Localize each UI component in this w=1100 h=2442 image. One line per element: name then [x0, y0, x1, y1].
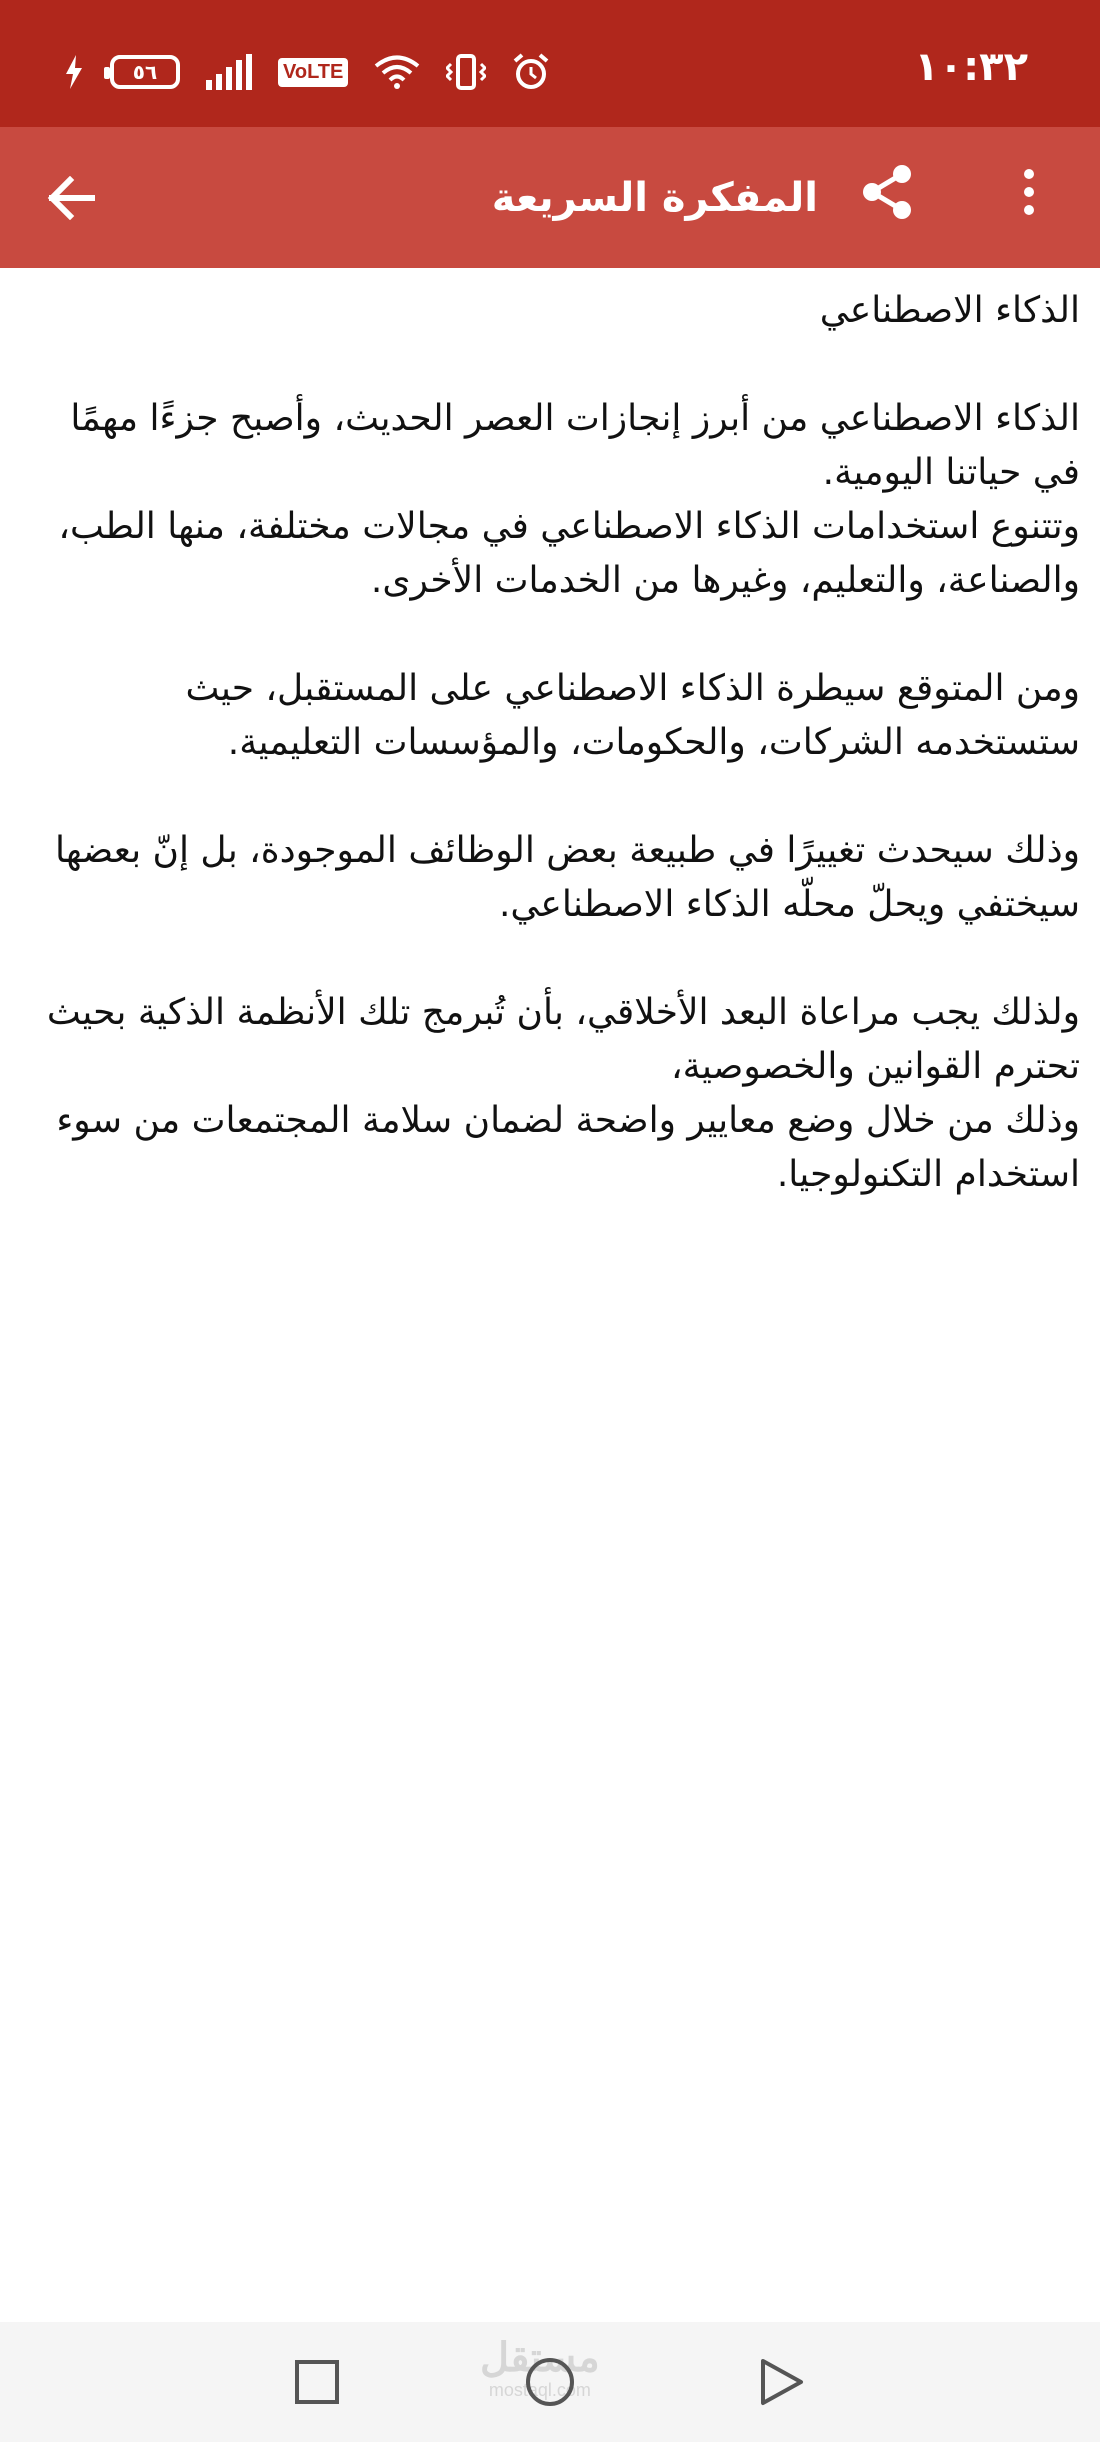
more-options-button[interactable]	[1004, 161, 1054, 223]
note-paragraph: وتتنوع استخدامات الذكاء الاصطناعي في مجالات مختلفة، منها الطب، والصناعة، والتعليم، وغيرها من الخدمات الأخرى.	[46, 506, 1080, 601]
status-icons	[64, 44, 550, 100]
signal-icon	[206, 44, 252, 100]
back-triangle-icon	[759, 2357, 805, 2407]
battery-level: ٥٦	[110, 55, 180, 89]
app-bar	[0, 127, 1100, 268]
watermark-arabic: مستقل	[480, 2336, 600, 2380]
back-button[interactable]	[38, 165, 104, 231]
blank-line	[20, 608, 1080, 662]
recents-square-icon	[294, 2359, 340, 2405]
volte-icon	[278, 44, 348, 100]
note-paragraph: وذلك من خلال وضع معايير واضحة لضمان سلامة المجتمعات من سوء استخدام التكنولوجيا.	[44, 1100, 1080, 1195]
blank-line	[20, 770, 1080, 824]
note-paragraph: وذلك سيحدث تغييرًا في طبيعة بعض الوظائف الموجودة، بل إنّ بعضها سيختفي ويحلّ محلّه الذكاء الاصطناعي.	[43, 830, 1080, 925]
nav-back-button[interactable]	[752, 2352, 812, 2412]
vibrate-icon	[446, 44, 486, 100]
charging-bolt-icon	[64, 44, 84, 100]
system-navigation-bar	[0, 2322, 1100, 2442]
blank-line	[20, 932, 1080, 986]
network-label: VoLTE	[278, 58, 348, 87]
status-bar	[0, 0, 1100, 127]
watermark-latin: mostaql.com	[488, 2380, 591, 2400]
note-paragraph: ومن المتوقع سيطرة الذكاء الاصطناعي على المستقبل، حيث ستستخدمه الشركات، والحكومات، والمؤسسات التعليمية.	[174, 668, 1080, 763]
note-paragraph: الذكاء الاصطناعي من أبرز إنجازات العصر الحديث، وأصبح جزءًا مهمًا في حياتنا اليومية.	[58, 398, 1080, 493]
more-vert-icon	[1022, 168, 1036, 216]
note-title: الذكاء الاصطناعي	[819, 290, 1080, 331]
blank-line	[20, 338, 1080, 392]
share-icon	[860, 164, 914, 220]
app-title: المفكرة السريعة	[491, 175, 818, 221]
note-text-area[interactable]	[20, 284, 1080, 1202]
home-button[interactable]	[520, 2352, 580, 2412]
status-time: ١٠:٣٢	[914, 44, 1028, 90]
back-arrow-icon	[46, 176, 96, 220]
wifi-icon	[374, 44, 420, 100]
share-button[interactable]	[856, 161, 918, 223]
note-paragraph: ولذلك يجب مراعاة البعد الأخلاقي، بأن تُبرمج تلك الأنظمة الذكية بحيث تحترم القوانين والخصوصية،	[35, 992, 1080, 1087]
recents-button[interactable]	[287, 2352, 347, 2412]
home-circle-icon	[524, 2356, 576, 2408]
alarm-icon	[512, 44, 550, 100]
battery-icon	[110, 44, 180, 100]
